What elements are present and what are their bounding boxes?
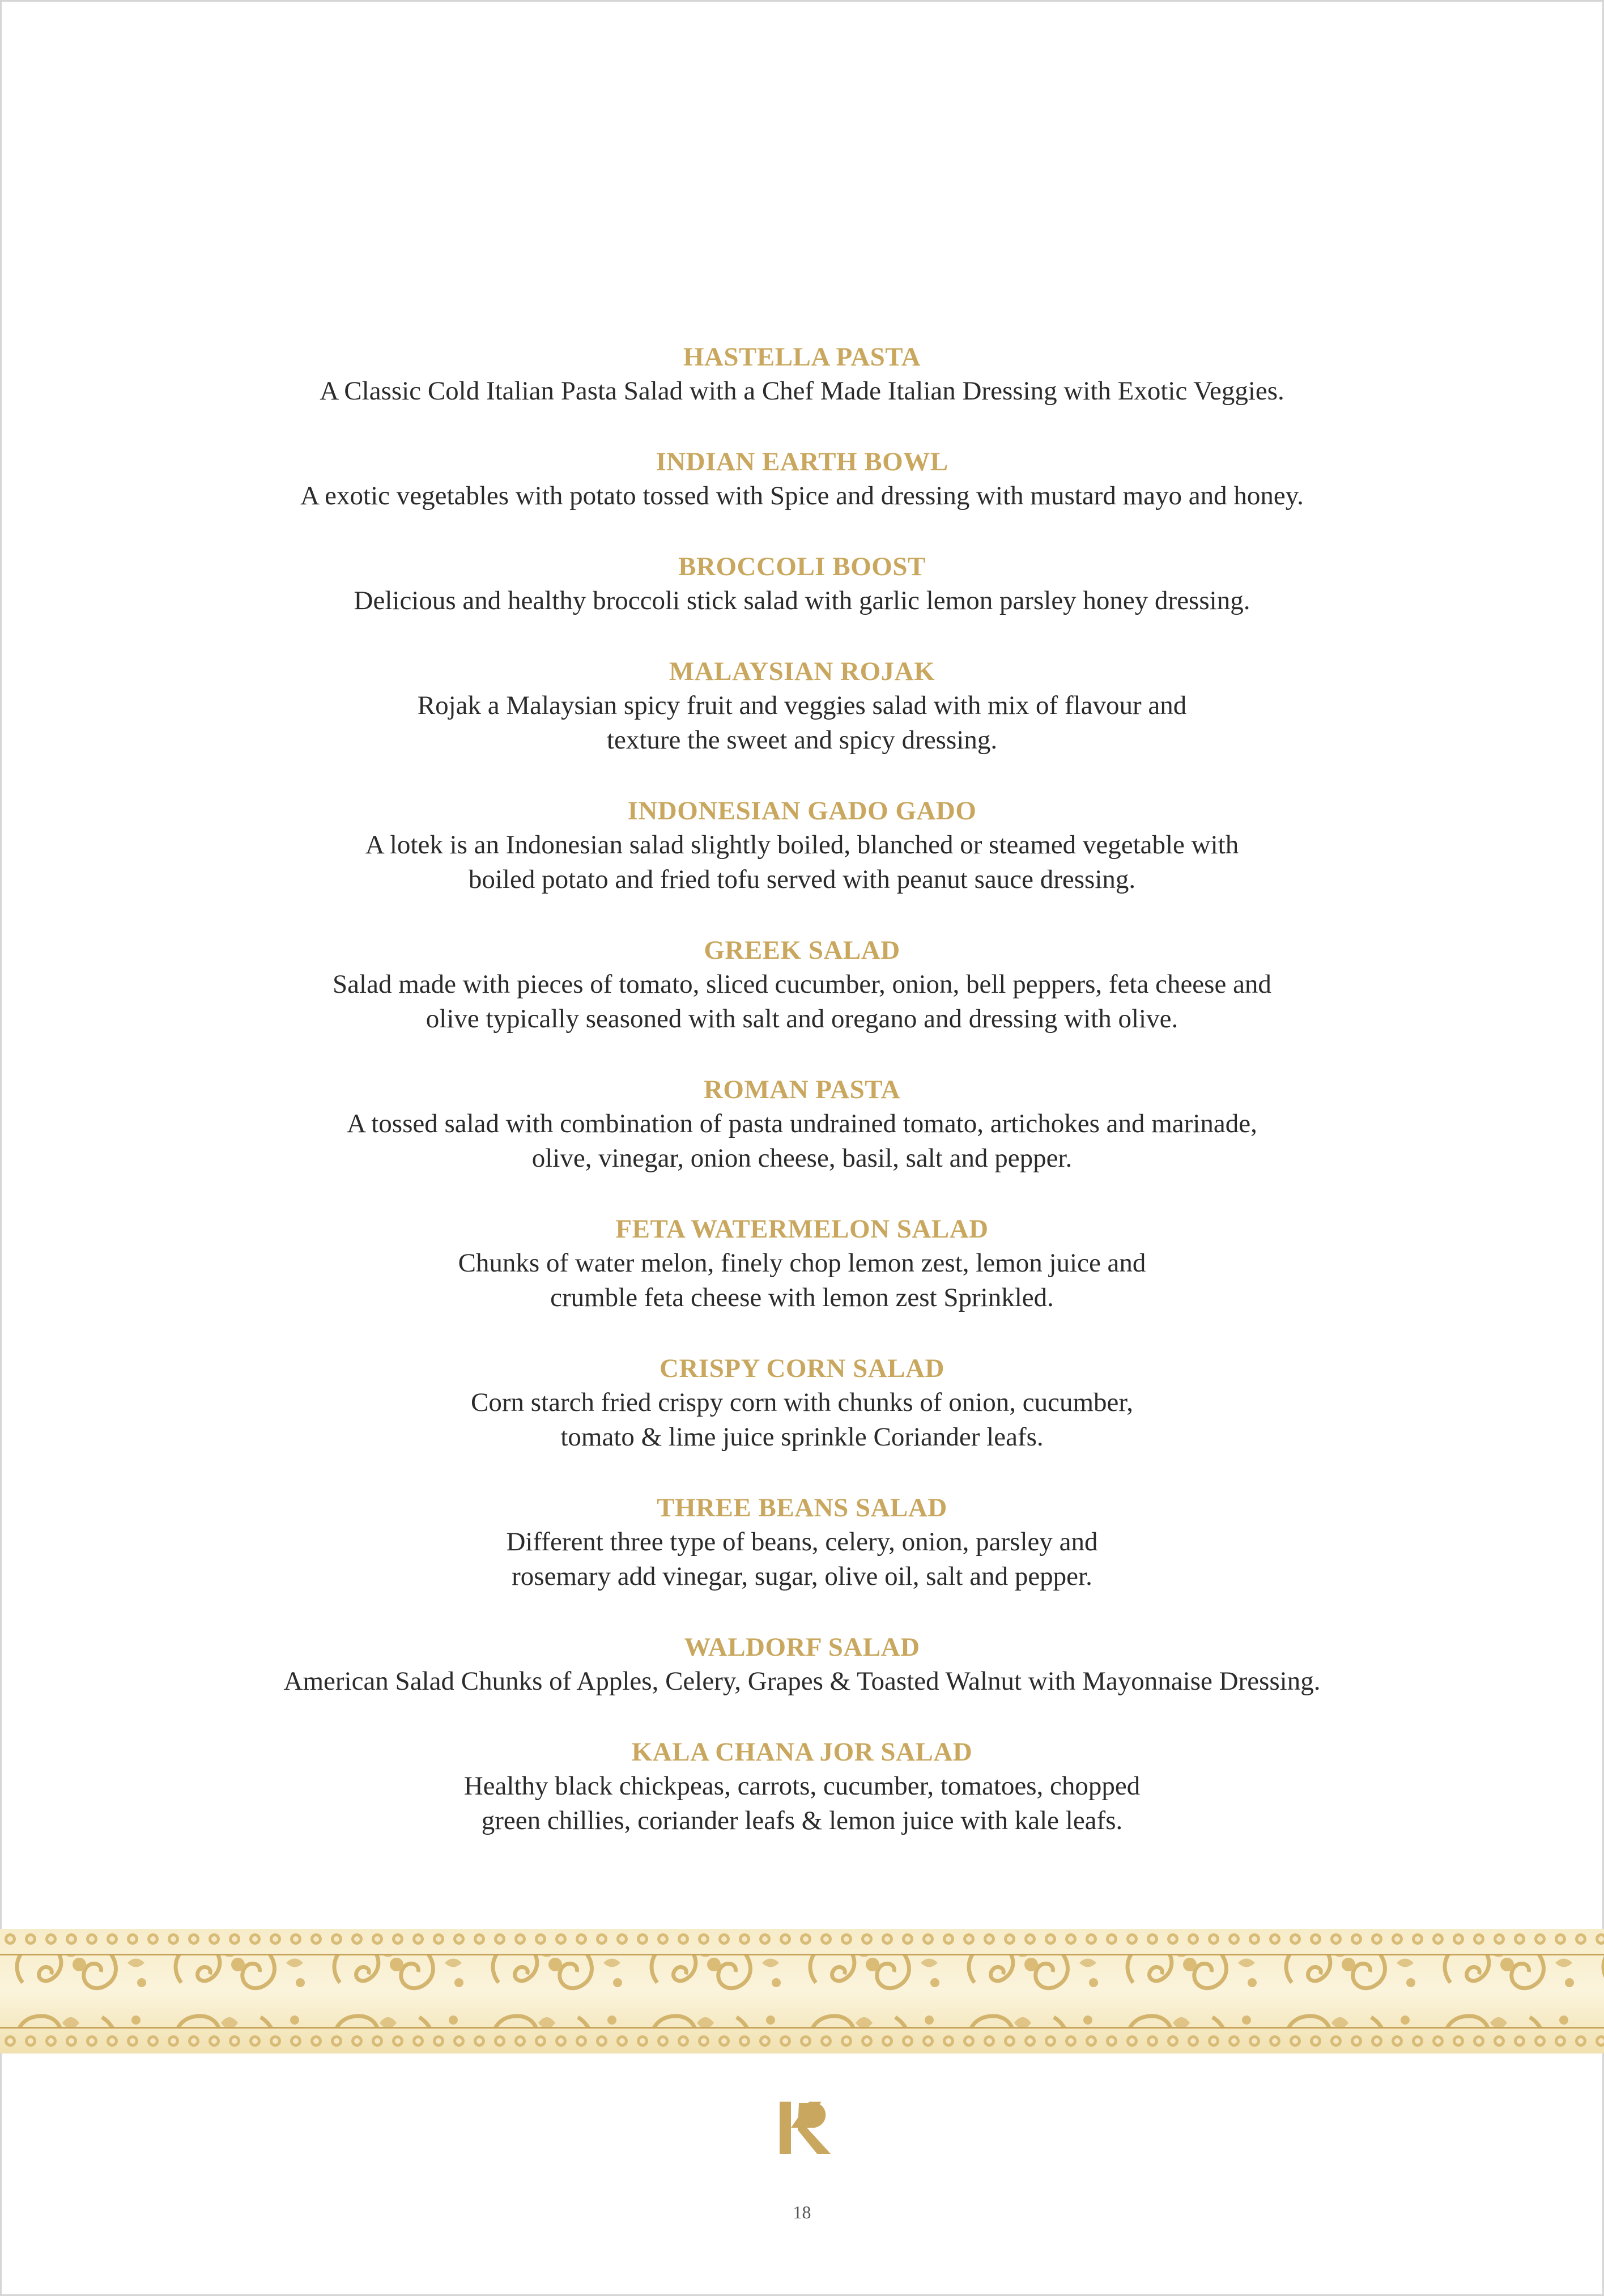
menu-item-name: MALAYSIAN ROJAK: [669, 657, 935, 686]
menu-item-name: INDONESIAN GADO GADO: [627, 796, 977, 826]
menu-item: [0, 1735, 1604, 1838]
menu-item-description: Corn starch fried crispy corn with chunks of onion, cucumber, tomato & lime juice sprinkle Coriander leafs.: [471, 1388, 1133, 1452]
menu-item-description: Delicious and healthy broccoli stick salad with garlic lemon parsley honey dressing.: [354, 586, 1250, 615]
menu-item-name: WALDORF SALAD: [684, 1632, 920, 1662]
menu-item-description: Healthy black chickpeas, carrots, cucumber, tomatoes, chopped green chillies, coriander leafs & lemon juice with kale leafs.: [463, 1771, 1141, 1835]
menu-item: [0, 1073, 1604, 1176]
menu-item-name: INDIAN EARTH BOWL: [656, 447, 948, 477]
menu-item-description: A Classic Cold Italian Pasta Salad with a Chef Made Italian Dressing with Exotic Veggies.: [320, 376, 1284, 406]
menu-item-description: Salad made with pieces of tomato, sliced cucumber, onion, bell peppers, feta cheese and olive typically seasoned with salt and oregano and dressing with olive.: [333, 970, 1271, 1034]
menu-item: [0, 794, 1604, 897]
menu-item-description: Different three type of beans, celery, onion, parsley and rosemary add vinegar, sugar, olive oil, salt and pepper.: [506, 1527, 1098, 1591]
menu-item: [0, 654, 1604, 758]
menu-item: [0, 933, 1604, 1036]
menu-item-name: BROCCOLI BOOST: [678, 552, 926, 581]
menu-item-description: A exotic vegetables with potato tossed with Spice and dressing with mustard mayo and honey.: [300, 481, 1304, 511]
menu-item: [0, 1491, 1604, 1594]
kr-logo: [776, 2099, 834, 2156]
salad-menu: [0, 340, 1604, 1874]
menu-item: [0, 1630, 1604, 1699]
menu-item-description: Rojak a Malaysian spicy fruit and veggies salad with mix of flavour and texture the sweet and spicy dressing.: [417, 691, 1187, 755]
menu-item-name: FETA WATERMELON SALAD: [615, 1214, 989, 1244]
menu-item: [0, 340, 1604, 409]
menu-item: [0, 1212, 1604, 1315]
menu-item-description: A lotek is an Indonesian salad slightly boiled, blanched or steamed vegetable with boiled potato and fried tofu served with peanut sauce dressing.: [365, 830, 1239, 894]
menu-item-description: A tossed salad with combination of pasta undrained tomato, artichokes and marinade, olive, vinegar, onion cheese, basil, salt and pepper.: [347, 1109, 1257, 1173]
menu-item-name: HASTELLA PASTA: [683, 342, 921, 372]
menu-item-name: ROMAN PASTA: [703, 1075, 901, 1104]
menu-item: [0, 550, 1604, 618]
menu-item: [0, 1351, 1604, 1455]
page-number: 18: [793, 2202, 811, 2222]
gold-ornamental-border: [0, 1929, 1604, 2053]
menu-item-name: KALA CHANA JOR SALAD: [631, 1737, 973, 1767]
menu-item-description: American Salad Chunks of Apples, Celery, Grapes & Toasted Walnut with Mayonnaise Dressing.: [283, 1666, 1321, 1696]
menu-item: [0, 445, 1604, 513]
menu-item-description: Chunks of water melon, finely chop lemon zest, lemon juice and crumble feta cheese with lemon zest Sprinkled.: [458, 1248, 1146, 1312]
menu-item-name: THREE BEANS SALAD: [657, 1493, 947, 1523]
menu-item-name: GREEK SALAD: [704, 936, 900, 965]
menu-item-name: CRISPY CORN SALAD: [660, 1354, 944, 1383]
